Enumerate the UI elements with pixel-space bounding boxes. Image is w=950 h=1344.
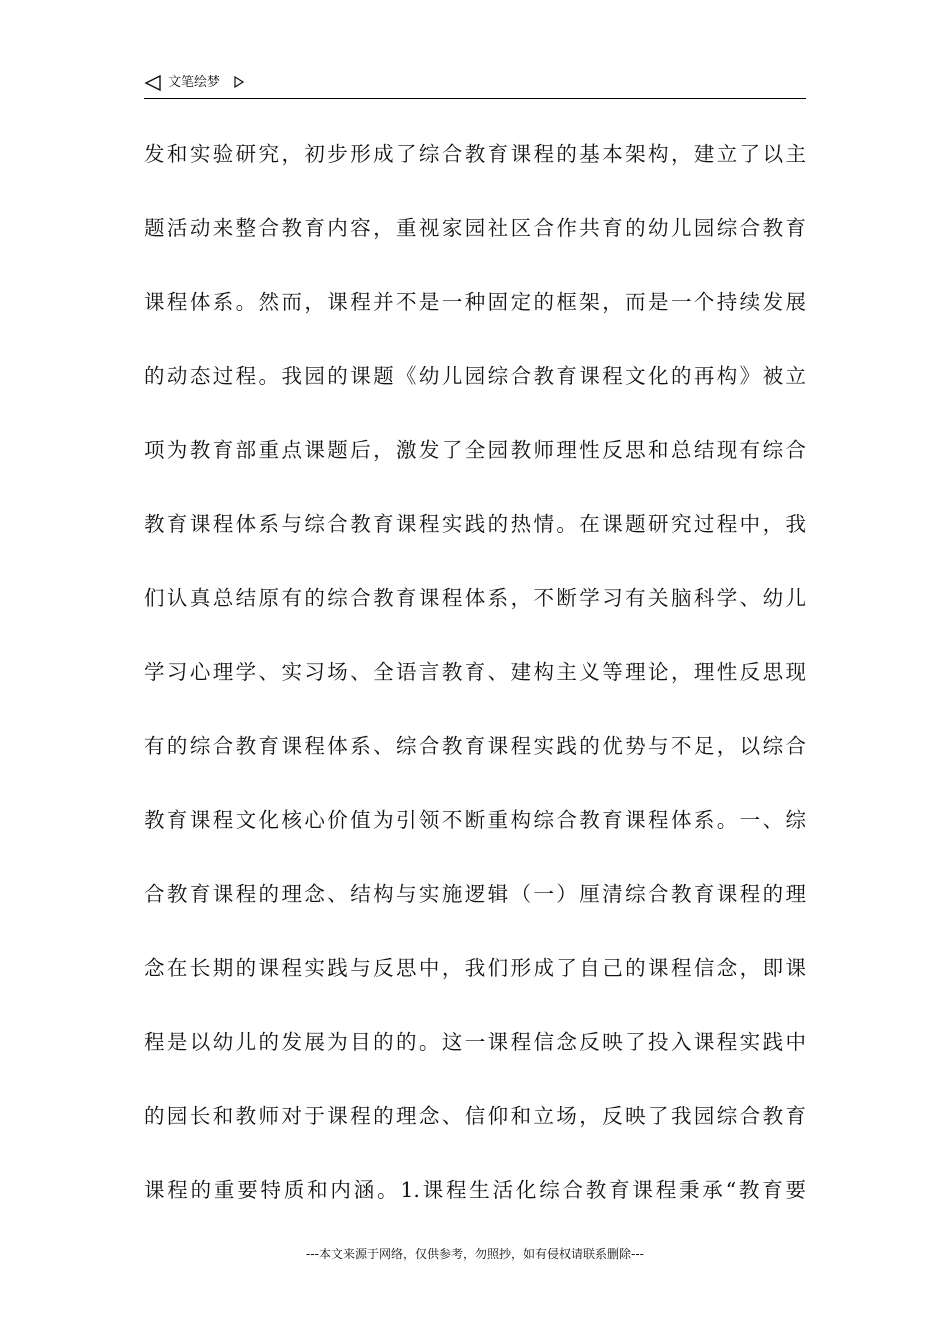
text-line: 教育课程文化核心价值为引领不断重构综合教育课程体系。一、综: [144, 808, 806, 832]
header-title: 文笔绘梦: [168, 75, 221, 90]
text-line: 学习心理学、实习场、全语言教育、建构主义等理论，理性反思现: [144, 660, 806, 684]
text-line: 合教育课程的理念、结构与实施逻辑（一）厘清综合教育课程的理: [144, 882, 806, 906]
page-header: [144, 72, 806, 99]
text-line: 念在长期的课程实践与反思中，我们形成了自己的课程信念，即课: [144, 956, 806, 980]
triangle-left-icon: [144, 74, 162, 92]
text-line: 的动态过程。我园的课题《幼儿园综合教育课程文化的再构》被立: [144, 364, 806, 388]
page-footer: ---本文来源于网络，仅供参考，勿照抄，如有侵权请联系删除---: [306, 1247, 644, 1261]
document-body: [144, 132, 806, 1242]
text-line: 的园长和教师对于课程的理念、信仰和立场，反映了我园综合教育: [144, 1104, 806, 1128]
triangle-right-icon: [234, 76, 244, 88]
text-line: 们认真总结原有的综合教育课程体系，不断学习有关脑科学、幼儿: [144, 586, 806, 610]
text-line: 课程的重要特质和内涵。1.课程生活化综合教育课程秉承“教育要: [144, 1178, 806, 1202]
text-line: 题活动来整合教育内容，重视家园社区合作共育的幼儿园综合教育: [144, 216, 806, 240]
text-line: 程是以幼儿的发展为目的的。这一课程信念反映了投入课程实践中: [144, 1030, 806, 1054]
text-line: 发和实验研究，初步形成了综合教育课程的基本架构，建立了以主: [144, 142, 806, 166]
text-line: 课程体系。然而，课程并不是一种固定的框架，而是一个持续发展: [144, 290, 806, 314]
text-line: 项为教育部重点课题后，激发了全园教师理性反思和总结现有综合: [144, 438, 806, 462]
text-line: 教育课程体系与综合教育课程实践的热情。在课题研究过程中，我: [144, 512, 806, 536]
text-line: 有的综合教育课程体系、综合教育课程实践的优势与不足，以综合: [144, 734, 806, 758]
